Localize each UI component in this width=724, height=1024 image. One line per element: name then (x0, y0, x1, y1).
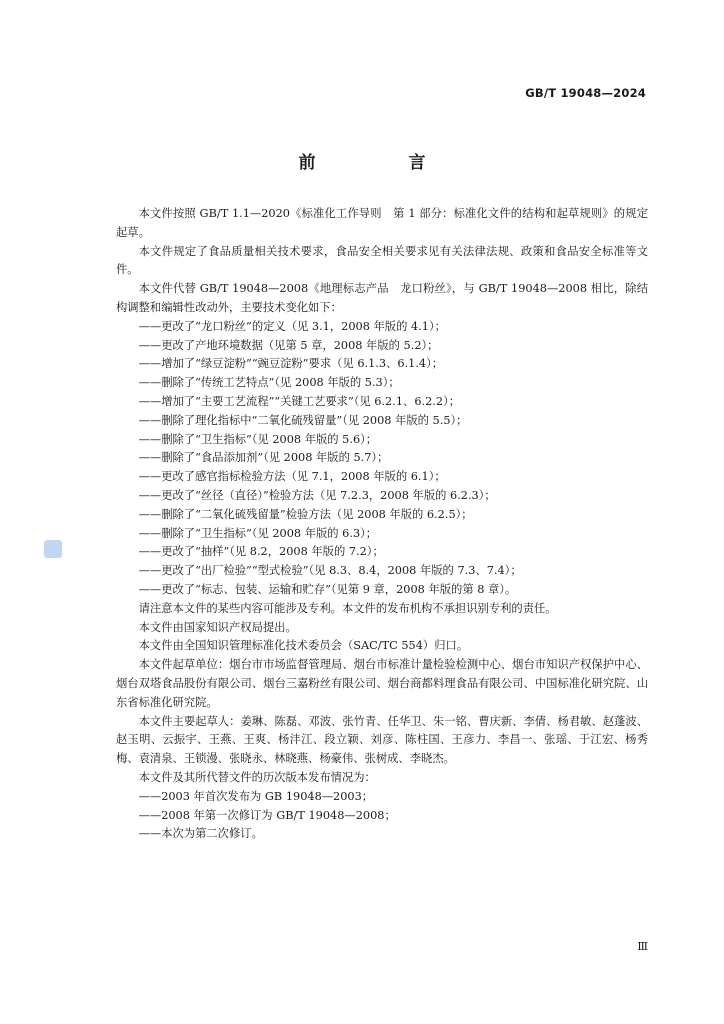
page-title: 前 言 (298, 153, 464, 173)
patent-notice: 请注意本文件的某些内容可能涉及专利。本文件的发布机构不承担识别专利的责任。 (138, 601, 557, 615)
list-item: ——增加了“绿豆淀粉”“豌豆淀粉”要求（见 6.1.3、6.1.4）； (138, 357, 444, 371)
document-body (116, 205, 648, 844)
list-item: ——更改了“标志、包装、运输和贮存”（见第 9 章，2008 年版的第 8 章）。 (138, 582, 517, 596)
standard-code: GB/T 19048—2024 (525, 86, 646, 100)
list-item: ——2003 年首次发布为 GB 19048—2003； (138, 789, 374, 803)
version-history-list (116, 788, 648, 844)
page-number: Ⅲ (637, 940, 648, 953)
change-list (116, 318, 648, 600)
drafters: 本文件主要起草人：姜琳、陈磊、邓波、张竹青、任华卫、朱一铭、曹庆新、李倩、杨君敏、赵蓬波、赵玉明、云振宇、王燕、王爽、杨沣江、段立颖、刘彦、陈柱国、王彦力、李昌一、张瑶、于江宏、杨秀梅、袁清泉、王锁漫、张晓永、林晓燕、杨豪伟、张树成、李晓杰。 (116, 714, 648, 766)
list-item: ——删除了“二氧化硫残留量”检验方法（见 2008 年版的 6.2.5）； (138, 507, 473, 521)
list-item: ——更改了产地环境数据（见第 5 章，2008 年版的 5.2）； (138, 338, 439, 352)
list-item: ——更改了“抽样”（见 8.2，2008 年版的 7.2）； (138, 545, 384, 559)
list-item: ——删除了理化指标中“二氧化硫残留量”（见 2008 年版的 5.5）； (138, 413, 468, 427)
paragraph-drafting-rules: 本文件按照 GB/T 1.1—2020《标准化工作导则 第 1 部分：标准化文件的结构和起草规则》的规定起草。 (116, 207, 648, 239)
side-margin-mark (44, 540, 62, 558)
paragraph-scope-note: 本文件规定了食品质量相关技术要求，食品安全相关要求见有关法律法规、政策和食品安全标准等文件。 (116, 244, 648, 277)
proposed-by: 本文件由国家知识产权局提出。 (138, 620, 297, 634)
list-item: ——删除了“卫生指标”（见 2008 年版的 6.3）； (138, 526, 378, 540)
list-item: ——增加了“主要工艺流程”“关键工艺要求”（见 6.2.1、6.2.2）； (138, 394, 461, 408)
list-item: ——删除了“食品添加剂”（见 2008 年版的 5.7）； (138, 451, 389, 465)
list-item: ——删除了“卫生指标”（见 2008 年版的 5.6）； (138, 432, 378, 446)
list-item: ——删除了“传统工艺特点”（见 2008 年版的 5.3）； (138, 376, 400, 390)
list-item: ——更改了“龙口粉丝”的定义（见 3.1，2008 年版的 4.1）； (138, 319, 446, 333)
list-item: ——更改了“丝径（直径）”检验方法（见 7.2.3，2008 年版的 6.2.3）； (138, 488, 496, 502)
history-intro: 本文件及其所代替文件的历次版本发布情况为： (138, 770, 376, 784)
list-item: ——更改了感官指标检验方法（见 7.1，2008 年版的 6.1）； (138, 470, 446, 484)
drafting-units: 本文件起草单位：烟台市市场监督管理局、烟台市标准计量检验检测中心、烟台市知识产权保护中心、烟台双塔食品股份有限公司、烟台三嘉粉丝有限公司、烟台商都料理食品有限公司、中国标准化研究院、山东省标准化研究院。 (116, 658, 648, 709)
list-item: ——本次为第二次修订。 (138, 827, 263, 841)
list-item: ——2008 年第一次修订为 GB/T 19048—2008； (138, 808, 396, 822)
managed-by: 本文件由全国知识管理标准化技术委员会（SAC/TC 554）归口。 (138, 639, 469, 653)
list-item: ——更改了“出厂检验”“型式检验”（见 8.3、8.4，2008 年版的 7.3、7.4）； (138, 564, 522, 578)
paragraph-replacement: 本文件代替 GB/T 19048—2008《地理标志产品 龙口粉丝》，与 GB/T 19048—2008 相比，除结构调整和编辑性改动外，主要技术变化如下： (116, 282, 648, 314)
